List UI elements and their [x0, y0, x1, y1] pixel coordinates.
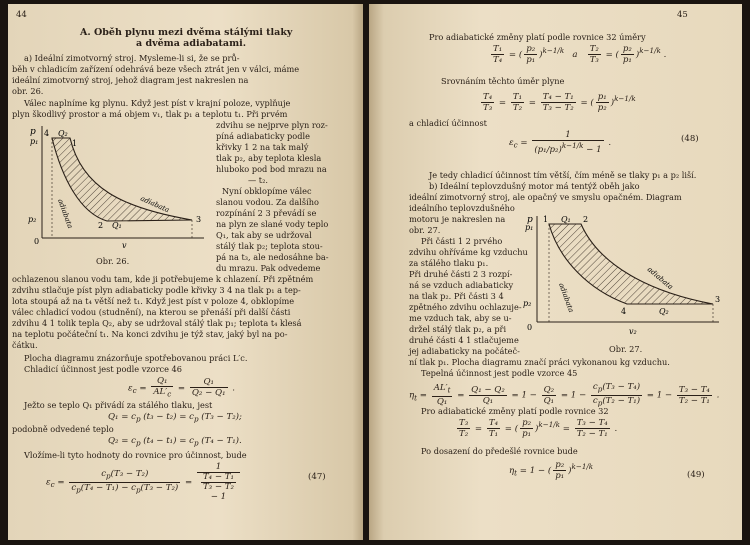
text-line: Ježto se teplo Q₁ přivádí za stálého tlaku, jest — [24, 400, 213, 410]
equation-49: $\eta_t = 1$ − ( $\frac{\text{p₂}}{\text{p₁}}$ )$^{k-1/k}$ — [509, 460, 594, 481]
equation-48: $\varepsilon_c$ = $\frac{1}{(p_1/p_2)^{k-1/k} - 1}$ . — [509, 130, 612, 155]
cycle-area — [549, 224, 713, 304]
figure-27-caption: Obr. 27. — [609, 344, 643, 354]
text-line: Pro adiabatické změny platí podle rovnice 32 — [421, 406, 609, 416]
text-line: ní tlak p₁. Plocha diagramu značí práci vykonanou kg vzduchu. — [409, 357, 670, 367]
text-line: — t₂. — [248, 175, 268, 185]
text-line: Nyní obklopíme válec — [222, 186, 312, 196]
text-line: du mrazu. Pak odvedeme — [216, 263, 321, 273]
equation-ratios: $\frac{\text{T₁}}{\text{T₄}}$ = ( $\frac{\text{p₂}}{\text{p₁}}$ )$^{k-1/k}$ a $\frac{\text{T₂}}{\text{T₃}}$ = ( $\frac{\text{p₂}}{\text{p₁}}$ )$^{k-1/k}$ . — [493, 44, 667, 65]
cycle-area — [52, 138, 192, 221]
section-heading-line-2: a dvěma adiabatami. — [136, 38, 247, 49]
text-line: ideálního teplovzdušného — [409, 203, 515, 213]
text-line: motoru je nakreslen na — [409, 214, 506, 224]
figure-26-caption: Obr. 26. — [96, 256, 130, 266]
text-line: rozpínání 2 3 převádí se — [216, 208, 317, 218]
figure-27-pv-diagram — [519, 210, 724, 342]
label-adiabata-left: adiabata — [56, 197, 75, 230]
section-heading-line-1: A. Oběh plynu mezi dvěma stálými tlaky — [80, 27, 293, 38]
text-line: zdvihu 4 1 tolik tepla Q₂, aby se udržoval stálý tlak p₁; teplota t₄ klesá — [12, 318, 302, 328]
equation-q2: $Q_2 = c_p$ $(t_4 - t_1) = c_p$ (T₄ − T₁). — [108, 436, 242, 448]
text-line: a) Ideální zimotvorný stroj. Mysleme-li si, že se prů- — [24, 53, 240, 63]
text-line: zdvihu stlačuje píst plyn adiabaticky podle křivky 3 4 na tlak p₁ a tep- — [12, 285, 301, 295]
text-line: ideální zimotvorný stroj, ale opačný ve smyslu opačném. Diagram — [409, 192, 682, 202]
text-line: Chladicí účinnost jest podle vzorce 46 — [24, 364, 182, 374]
text-line: a chladicí účinnost — [409, 118, 487, 128]
label-q2: Q₂ — [659, 307, 669, 316]
label-p: p — [30, 127, 36, 137]
text-line: válec chladicí vodou (studnění), na kterou se přenáší při další části — [12, 307, 291, 317]
equation-q1: $Q_1 = c_p$ $(t_3 - t_2) = c_p$ (T₃ − T₂); — [108, 412, 242, 424]
text-line: píná adiabaticky podle — [216, 131, 310, 141]
text-line: Je tedy chladicí účinnost tím větší, čím méně se tlaky p₁ a p₂ liší. — [429, 170, 697, 180]
text-line: stálý tlak p₂; teplota stou- — [216, 241, 323, 251]
equation-49-label: (49) — [687, 470, 705, 480]
label-q1: Q₁ — [112, 221, 122, 230]
label-v2: v₂ — [629, 327, 637, 336]
text-line: hluboko pod bod mrazu na — [216, 164, 327, 174]
text-line: Při druhé části 2 3 rozpí- — [409, 269, 513, 279]
text-line: Q₁, tak aby se udržoval — [216, 230, 312, 240]
text-line: na teplotu počáteční t₁. Na konci zdvihu je týž stav, jaký byl na po- — [12, 329, 288, 339]
text-line: běh v chladicím zařízení odehrává beze všech ztrát jen v válci, máme — [12, 64, 300, 74]
text-line: zpětného zdvihu ochlazuje- — [409, 302, 522, 312]
text-line: pá na t₃, ale nedosáhne ba- — [216, 252, 329, 262]
label-3: 3 — [715, 295, 721, 304]
text-line: slanou vodou. Za dalšího — [216, 197, 319, 207]
text-line: druhé části 4 1 stlačujeme — [409, 335, 519, 345]
equation-compare: $\frac{\text{T₄}}{\text{T₃}}$ = $\frac{\text{T₁}}{\text{T₂}}$ = $\frac{\text{T₄ − T₁}}{\text{T₃ − T₂}}$ = ( $\frac{\text{p₁}}{\text{p₂}}$ )$^{k-1/k}$ — [483, 92, 636, 113]
text-line: lota stoupá až na t₄ větší než t₁. Když jest píst v poloze 4, obklopíme — [12, 296, 295, 306]
label-p1: p₁ — [30, 137, 39, 146]
label-2: 2 — [583, 215, 589, 224]
label-0: 0 — [34, 237, 40, 246]
text-line: křivky 1 2 na tak malý — [216, 142, 309, 152]
text-line: b) Ideální teplovzdušný motor má tentýž oběh jako — [429, 181, 640, 191]
label-1: 1 — [72, 139, 78, 148]
equation-ratio-2: $\frac{\text{T₃}}{\text{T₂}}$ = $\frac{\text{T₄}}{\text{T₁}}$ = ( $\frac{\text{p₂}}{\text{p₁}}$ )$^{k-1/k}$ = $\frac{\text{T₃ − T₄}}{\text{T₂ − T₁}}$ . — [459, 418, 618, 439]
text-line: Při části 1 2 prvého — [421, 236, 503, 246]
text-line: ochlazenou slanou vodu tam, kde ji potřebujeme k chlazení. Při zpětném — [12, 274, 314, 284]
text-line: Pro adiabatické změny platí podle rovnice 32 úměry — [429, 32, 646, 42]
text-line: zdvihu se nejprve plyn roz- — [216, 120, 328, 130]
text-line: Vložíme-li tyto hodnoty do rovnice pro účinnost, bude — [24, 450, 247, 460]
equation-thermal-efficiency: $\eta_t$ = $\frac{AL'_t}{\text{Q₁}}$ = $\frac{\text{Q₁ − Q₂}}{\text{Q₁}}$ = 1 − $\frac{\text{Q₂}}{\text{Q₁}}$ = 1 − $\frac{c_p(T_3 - T_4)}{c_p(T_2 - T_1)}$ = 1 − $\frac{\text{T₃ − T₄}}{\text{T₂ − T₁}}$ . — [409, 382, 720, 408]
equation-efficiency: $\varepsilon_c$ = $\frac{\text{Q₁}}{AL'_c}$ = $\frac{\text{Q₁}}{\text{Q₂ − Q₁}}$ . — [128, 376, 235, 399]
label-4: 4 — [44, 129, 50, 138]
text-line: za stálého tlaku p₁. — [409, 258, 489, 268]
label-2: 2 — [98, 221, 104, 230]
equation-48-label: (48) — [681, 134, 699, 144]
page-number: 44 — [16, 10, 27, 20]
text-line: na plyn ze slané vody teplo — [216, 219, 329, 229]
label-p1: p₁ — [525, 223, 534, 232]
page-number: 45 — [677, 10, 688, 20]
text-line: obr. 26. — [12, 86, 44, 96]
right-page — [369, 4, 742, 540]
left-page — [8, 4, 363, 540]
text-line: Válec naplníme kg plynu. Když jest píst v krajní poloze, vyplňuje — [24, 98, 291, 108]
text-line: Po dosazení do předešlé rovnice bude — [421, 446, 578, 456]
label-0: 0 — [527, 323, 533, 332]
label-adiabata-right: adiabata — [139, 194, 171, 215]
book-spread — [8, 4, 742, 540]
equation-47: $\varepsilon_c$ = $\frac{c_p(T_3 - T_2)}{c_p(T_4 - T_1) - c_p(T_3 - T_2)}$ = 1 T₄ − T₁ T₃ − T₂ − 1 — [46, 462, 242, 502]
figure-26-pv-diagram — [12, 118, 212, 262]
text-line: zdvihu ohříváme kg vzduchu — [409, 247, 528, 257]
text-line: podobně odvedené teplo — [12, 424, 114, 434]
label-adiabata-right: adiabata — [645, 265, 675, 292]
text-line: tlak p₂, aby teplota klesla — [216, 153, 322, 163]
text-line: plyn škodlivý prostor a má objem v₁, tlak p₁ a teplotu t₁. Při prvém — [12, 109, 288, 119]
label-4: 4 — [621, 307, 627, 316]
text-line: Tepelná účinnost jest podle vzorce 45 — [421, 368, 578, 378]
label-p2: p₂ — [523, 299, 532, 308]
text-line: držel stálý tlak p₂, a při — [409, 324, 507, 334]
text-line: ideální zimotvorný stroj, jehož diagram jest nakreslen na — [12, 75, 249, 85]
label-p2: p₂ — [28, 215, 37, 224]
text-line: Plocha diagramu znázorňuje spotřebovanou práci L′c. — [24, 353, 248, 363]
text-line: Srovnáním těchto úměr plyne — [441, 76, 565, 86]
label-3: 3 — [196, 215, 202, 224]
text-line: me vzduch tak, aby se u- — [409, 313, 512, 323]
text-line: jej adiabaticky na počáteč- — [409, 346, 520, 356]
label-q2: Q₂ — [58, 129, 68, 138]
text-line: čátku. — [12, 340, 38, 350]
label-v: v — [122, 241, 127, 250]
label-adiabata-left: adiabata — [557, 281, 576, 314]
label-q1: Q₁ — [561, 215, 571, 224]
text-line: obr. 27. — [409, 225, 441, 235]
label-p: p — [527, 215, 533, 225]
text-line: na tlak p₂. Při části 3 4 — [409, 291, 504, 301]
label-1: 1 — [543, 215, 549, 224]
equation-47-label: (47) — [308, 472, 326, 482]
text-line: ná se vzduch adiabaticky — [409, 280, 514, 290]
